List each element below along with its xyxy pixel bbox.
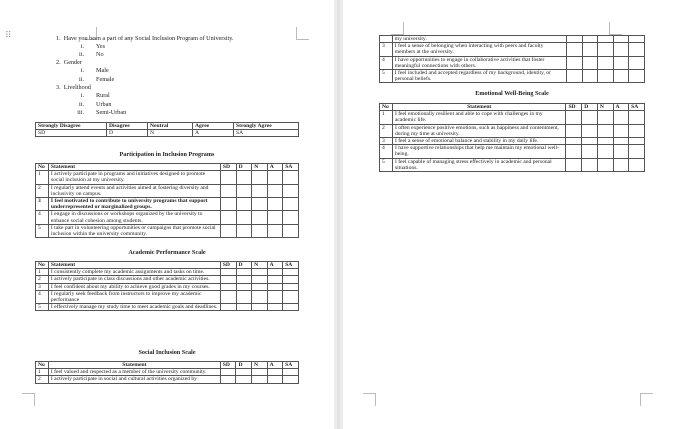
margin-corner-mark [22,393,35,406]
cell-sd[interactable] [220,224,236,237]
cell-sa[interactable] [283,184,299,197]
table-row [380,70,645,83]
drag-handle-icon[interactable]: ⠿ [5,30,13,40]
col-a: A [613,104,629,111]
cell-n[interactable] [598,70,614,83]
cell-a[interactable] [267,269,283,276]
table-row [36,283,299,290]
cell-sa[interactable] [283,171,299,184]
row-number: 5 [36,224,49,237]
cell-d[interactable] [236,376,252,383]
cell-sd[interactable] [220,198,236,211]
col-no: No [36,262,49,269]
question-1: 1. Have you been a part of any Social Inclusion Program of University. [56,35,234,42]
cell-sd[interactable] [220,369,236,376]
cell-a[interactable] [267,304,283,311]
cell-sa[interactable] [283,276,299,283]
col-sd: SD [566,104,582,111]
cell-d[interactable] [236,224,252,237]
row-statement: I effectively manage my study time to meet academic goals and deadlines. [48,304,220,311]
cell-a[interactable] [267,184,283,197]
col-sa: SA [629,104,645,111]
academic-table [35,261,299,311]
margin-corner-mark [363,393,376,406]
cell-a[interactable] [267,376,283,383]
row-statement: I actively participate in social and cultural activities organized by [48,376,220,383]
margin-corner-mark [640,393,653,406]
col-d: D [582,104,598,111]
cell-a[interactable] [613,145,629,158]
section-title-academic: Academic Performance Scale [128,249,206,256]
col-statement: Statement [48,362,220,369]
row-statement: I feel motivated to contribute to university programs that support underrepresented or marginalized groups. [48,198,220,211]
col-sd: SD [220,164,236,171]
cell-d[interactable] [236,211,252,224]
cell-sd[interactable] [567,36,583,43]
cell-a[interactable] [613,138,629,145]
cell-d[interactable] [236,198,252,211]
row-statement: I feel valued and respected as a member of the university community. [48,369,220,376]
code-sa: SA [234,130,299,137]
table-row [380,124,645,137]
cell-n[interactable] [252,224,268,237]
cell-sd[interactable] [566,145,582,158]
cell-sd[interactable] [220,283,236,290]
table-row [380,111,645,124]
cell-sa[interactable] [283,376,299,383]
cell-sd[interactable] [566,138,582,145]
cell-d[interactable] [582,111,598,124]
cell-a[interactable] [267,224,283,237]
cell-sd[interactable] [220,171,236,184]
cell-d[interactable] [236,269,252,276]
cell-a[interactable] [613,124,629,137]
cell-d[interactable] [582,145,598,158]
row-number: 5 [380,158,393,171]
table-row [380,56,645,69]
header-strongly-agree: Strongly Agree [234,123,299,130]
cell-a[interactable] [267,369,283,376]
cell-a[interactable] [267,283,283,290]
col-n: N [252,362,268,369]
cell-sa[interactable] [283,198,299,211]
cell-sa[interactable] [629,43,645,56]
cell-n[interactable] [598,56,614,69]
cell-sd[interactable] [566,158,582,171]
row-statement: I actively participate in class discussions and other academic activities. [48,276,220,283]
margin-corner-mark [296,27,309,40]
cell-a[interactable] [613,36,629,43]
cell-sa[interactable] [629,56,645,69]
cell-n[interactable] [252,171,268,184]
col-d: D [236,362,252,369]
cell-sa[interactable] [283,283,299,290]
cell-n[interactable] [598,36,614,43]
col-statement: Statement [48,164,220,171]
header-disagree: Disagree [107,123,148,130]
cell-n[interactable] [598,43,614,56]
cell-sd[interactable] [567,56,583,69]
row-number: 3 [380,43,393,56]
row-statement: I have opportunities to engage in collaborative activities that foster meaningful connections with others. [392,56,567,69]
code-sd: SD [36,130,107,137]
cell-sa[interactable] [283,304,299,311]
cell-n[interactable] [252,290,268,303]
cell-a[interactable] [613,158,629,171]
row-statement: I regularly attend events and activities aimed at fostering diversity and inclusivity on campus. [48,184,220,197]
cell-a[interactable] [267,290,283,303]
row-statement: I have supportive relationships that help me maintain my emotional well-being. [392,145,566,158]
participation-table [35,163,299,238]
row-number: 2 [36,276,49,283]
cell-sd[interactable] [220,276,236,283]
col-statement: Statement [48,262,220,269]
row-number: 1 [36,369,49,376]
col-n: N [252,262,268,269]
table-row [36,269,299,276]
cell-sd[interactable] [567,43,583,56]
cell-a[interactable] [613,70,629,83]
cell-sd[interactable] [566,111,582,124]
question-2: 2. Gender [56,59,82,66]
cell-a[interactable] [613,56,629,69]
table-row [380,138,645,145]
row-statement: I actively participate in programs and initiatives designed to promote social inclusion at my university. [48,171,220,184]
cell-n[interactable] [252,369,268,376]
col-no: No [380,104,393,111]
cell-d[interactable] [236,290,252,303]
row-number: 4 [36,290,49,303]
section-title-social: Social Inclusion Scale [138,349,196,356]
cell-sa[interactable] [283,224,299,237]
col-a: A [267,362,283,369]
row-number: 1 [36,171,49,184]
col-n: N [597,104,613,111]
table-row [36,184,299,197]
row-number: 5 [36,304,49,311]
cell-sa[interactable] [629,138,645,145]
cell-n[interactable] [597,138,613,145]
cell-sa[interactable] [629,145,645,158]
cell-a[interactable] [613,111,629,124]
cell-n[interactable] [252,304,268,311]
row-number: 4 [36,211,49,224]
cell-sa[interactable] [283,369,299,376]
row-number: 5 [380,70,393,83]
row-statement: I regularly seek feedback from instructors to improve my academic performance [48,290,220,303]
section-title-participation: Participation in Inclusion Programs [119,151,215,158]
vertical-scrollbar[interactable] [337,0,340,429]
row-number: 1 [380,111,393,124]
table-row [36,198,299,211]
cell-n[interactable] [252,184,268,197]
cell-sd[interactable] [220,184,236,197]
row-statement: I feel a sense of belonging when interacting with peers and faculty members at the university. [392,43,567,56]
cell-sd[interactable] [220,304,236,311]
col-n: N [252,164,268,171]
table-row [36,290,299,303]
social-table-part-1 [35,361,299,384]
col-sd: SD [220,262,236,269]
col-sd: SD [220,362,236,369]
row-statement: I engage in discussions or workshops organized by the university to enhance social cohesion among students. [48,211,220,224]
cell-sa[interactable] [629,111,645,124]
cell-sa[interactable] [283,269,299,276]
row-statement: I feel a sense of emotional balance and stability in my daily life. [392,138,566,145]
table-row [36,171,299,184]
cell-a[interactable] [267,276,283,283]
emotional-table [379,103,645,172]
cell-n[interactable] [252,198,268,211]
cell-d[interactable] [236,369,252,376]
cell-n[interactable] [597,111,613,124]
row-statement: I often experience positive emotions, such as happiness and contentment, during my time at university. [392,124,566,137]
social-table-part-2 [379,35,645,83]
cell-d[interactable] [236,304,252,311]
code-n: N [148,130,193,137]
row-statement: my university. [392,36,567,43]
table-row [36,224,299,237]
cell-d[interactable] [236,171,252,184]
code-d: D [107,130,148,137]
cell-sa[interactable] [629,158,645,171]
row-statement: I take part in volunteering opportunities or campaigns that promote social inclusion within the university community. [48,224,220,237]
cell-n[interactable] [252,211,268,224]
cell-n[interactable] [597,158,613,171]
cell-n[interactable] [252,276,268,283]
cell-sa[interactable] [629,70,645,83]
col-statement: Statement [392,104,566,111]
header-strongly-disagree: Strongly Disagree [36,123,107,130]
cell-d[interactable] [236,283,252,290]
header-neutral: Neutral [148,123,193,130]
cell-sa[interactable] [283,290,299,303]
row-statement: I feel confident about my ability to achieve good grades in my courses. [48,283,220,290]
cell-d[interactable] [582,138,598,145]
code-a: A [193,130,234,137]
row-number: 2 [36,376,49,383]
likert-key-table [35,122,299,137]
cell-n[interactable] [597,124,613,137]
cell-sd[interactable] [567,70,583,83]
table-row [36,304,299,311]
cell-sa[interactable] [283,211,299,224]
cell-d[interactable] [582,56,598,69]
cell-sd[interactable] [220,269,236,276]
row-number: 1 [36,269,49,276]
col-d: D [236,164,252,171]
row-statement: I feel included and accepted regardless of my background, identity, or personal beliefs. [392,70,567,83]
cell-d[interactable] [582,36,598,43]
cell-a[interactable] [267,211,283,224]
col-no: No [36,362,49,369]
table-row [380,145,645,158]
table-row [380,43,645,56]
cell-d[interactable] [236,184,252,197]
row-number [380,36,393,43]
cell-sa[interactable] [629,124,645,137]
row-number: 4 [380,145,393,158]
cell-d[interactable] [236,276,252,283]
header-agree: Agree [193,123,234,130]
col-a: A [267,164,283,171]
cell-d[interactable] [582,158,598,171]
cell-d[interactable] [582,43,598,56]
row-statement: I consistently complete my academic assignments and tasks on time. [48,269,220,276]
table-row [36,211,299,224]
row-number: 3 [36,283,49,290]
cell-n[interactable] [597,145,613,158]
row-number: 2 [380,124,393,137]
cell-d[interactable] [582,70,598,83]
cell-n[interactable] [252,283,268,290]
col-d: D [236,262,252,269]
margin-corner-mark [609,22,622,35]
row-number: 4 [380,56,393,69]
cell-a[interactable] [267,171,283,184]
section-title-emotional: Emotional Well-Being Scale [475,90,549,97]
cell-sd[interactable] [566,124,582,137]
row-number: 2 [36,184,49,197]
cell-a[interactable] [613,43,629,56]
document-page-1: ⠿ 1. Have you been a part of any Social Inclusion Program of University. i. Yes ii. No 2. Gender i. Male ii. Female 3. Livelihood i. Rural ii. Urban iii. Semi-Urban Strongly Disagree Disagree Neutral Agree Strongly Agree SD D N A SA Participation in Inclusion Programs No Statement SD D N A SA 1 I actively participate in programs and initiatives designed to promote social inclusion at my university. 2 I regularly attend events and activities aimed at fostering diversity and inclusivity on campus. 3 I feel motivated to contribute to university programs that support underrepresented or marginalized groups. 4 I engage in discussions or workshops organized by the university to enhance social cohesion among students. 5 I take part in volunteering opportunities or campaigns that promote social inclusion within the university community. Academic Performance Scale No Statement SD D N A SA 1 I consistently complete my academic assignments and tasks on time. 2 I actively participate in class discussions and other academic activities. 3 I feel confident about my ability to achieve good grades in my courses. 4 I regularly seek feedback from instructors to improve my academic performance 5 I effectively manage my study time to meet academic goals and deadlines. Social Inclusion Scale No Statement SD D N A SA 1 I feel valued and respected as a member of the university community. 2 I actively participate in social and cultural activities organized by [0,0,334,429]
table-row [380,158,645,171]
row-statement: I feel capable of managing stress effectively in academic and personal situations. [392,158,566,171]
col-sa: SA [283,164,299,171]
cell-a[interactable] [267,198,283,211]
cell-n[interactable] [252,376,268,383]
row-number: 3 [36,198,49,211]
table-row [380,36,645,43]
table-row [36,276,299,283]
cell-sa[interactable] [629,36,645,43]
cell-sd[interactable] [220,211,236,224]
row-statement: I feel emotionally resilient and able to cope with challenges in my academic life. [392,111,566,124]
col-sa: SA [283,262,299,269]
margin-corner-mark [391,22,404,35]
cell-d[interactable] [582,124,598,137]
document-page-2 [343,0,680,429]
cell-n[interactable] [252,269,268,276]
cell-sd[interactable] [220,376,236,383]
table-row [36,376,299,383]
row-number: 3 [380,138,393,145]
cell-sd[interactable] [220,290,236,303]
col-sa: SA [283,362,299,369]
table-row [36,369,299,376]
question-3: 3. Livelihood [56,84,91,91]
col-no: No [36,164,49,171]
col-a: A [267,262,283,269]
